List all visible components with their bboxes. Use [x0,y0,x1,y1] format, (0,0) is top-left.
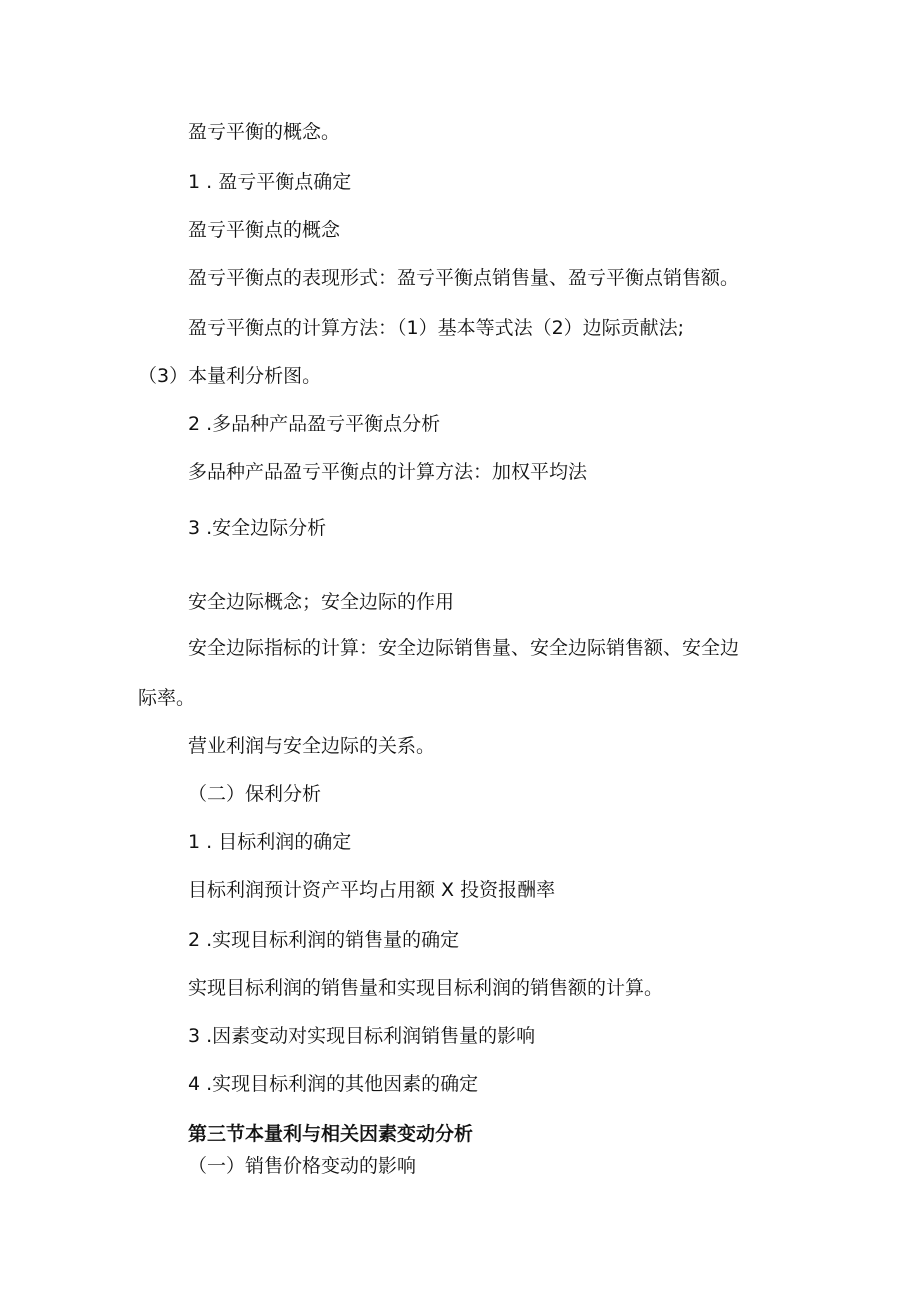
paragraph-line: 盈亏平衡的概念。 [188,121,341,143]
section-heading: （一）销售价格变动的影响 [188,1155,417,1177]
paragraph-line: （3）本量利分析图。 [138,365,322,387]
paragraph-line: 安全边际概念；安全边际的作用 [188,591,455,613]
paragraph-line: 盈亏平衡点的表现形式：盈亏平衡点销售量、盈亏平衡点销售额。 [188,267,740,289]
paragraph-line: 盈亏平衡点的计算方法：（1）基本等式法（2）边际贡献法; [188,317,685,339]
chapter-section-title: 第三节本量利与相关因素变动分析 [188,1123,474,1145]
paragraph-line: 安全边际指标的计算：安全边际销售量、安全边际销售额、安全边 [188,637,740,659]
numbered-heading: 3 .安全边际分析 [188,517,327,539]
numbered-heading: 2 .实现目标利润的销售量的确定 [188,929,460,951]
numbered-heading: 2 .多品种产品盈亏平衡点分析 [188,413,441,435]
paragraph-line: 实现目标利润的销售量和实现目标利润的销售额的计算。 [188,977,664,999]
paragraph-line: 际率。 [138,687,196,709]
numbered-heading: 1 . 目标利润的确定 [188,831,352,853]
numbered-heading: 3 .因素变动对实现目标利润销售量的影响 [188,1025,536,1047]
paragraph-line: 盈亏平衡点的概念 [188,219,341,241]
paragraph-line: 多品种产品盈亏平衡点的计算方法：加权平均法 [188,461,588,483]
numbered-heading: 1 . 盈亏平衡点确定 [188,171,352,193]
paragraph-line: 营业利润与安全边际的关系。 [188,735,436,757]
paragraph-line: 目标利润预计资产平均占用额 X 投资报酬率 [188,879,556,901]
numbered-heading: 4 .实现目标利润的其他因素的确定 [188,1073,479,1095]
section-heading: （二）保利分析 [188,783,322,805]
